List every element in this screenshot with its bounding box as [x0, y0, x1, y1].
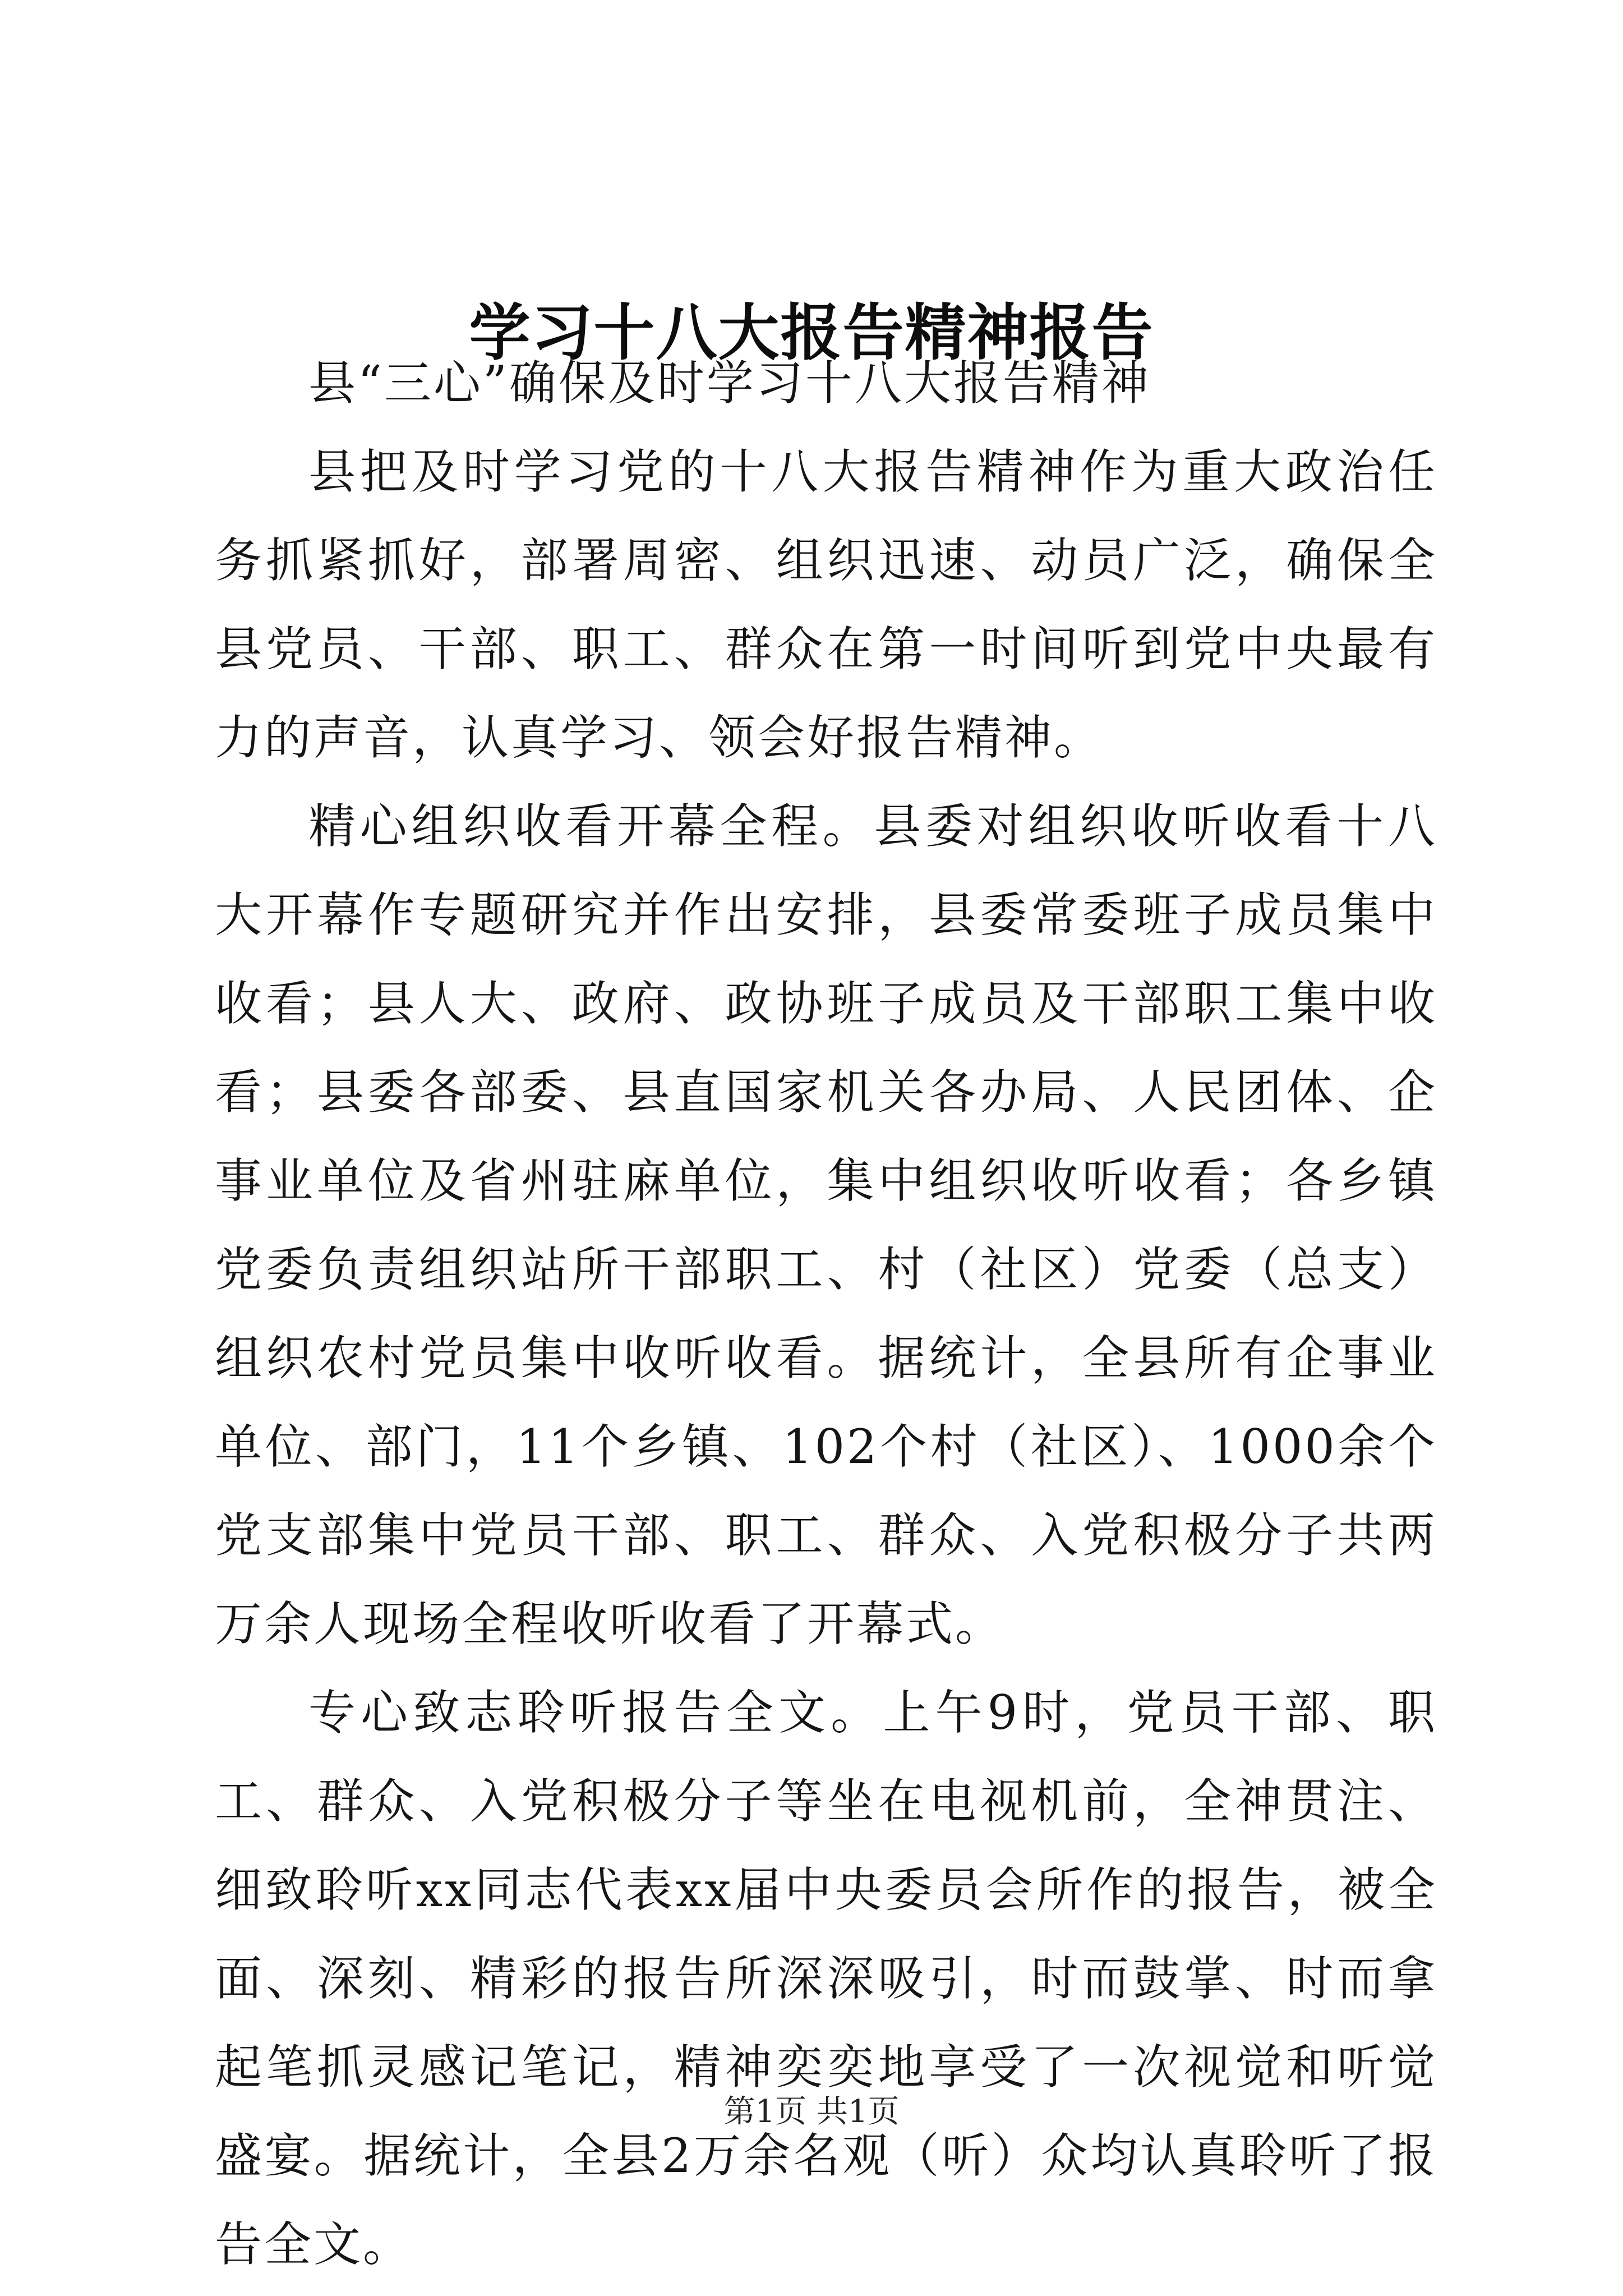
- paragraph-report-listening: 专心致志聆听报告全文。上午9时，党员干部、职工、群众、入党积极分子等坐在电视机前，全神贯注、细致聆听xx同志代表xx届中央委员会所作的报告，被全面、深刻、精彩的报告所深深吸引，时而鼓掌、时而拿起笔抓灵感记笔记，精神奕奕地享受了一次视觉和听觉盛宴。据统计，全县2万余名观（听）众均认真聆听了报告全文。: [215, 1685, 1437, 2272]
- page-footer: 第1页 共1页: [723, 2093, 900, 2130]
- paragraph-opening-viewing: 精心组织收看开幕全程。县委对组织收听收看十八大开幕作专题研究并作出安排，县委常委班子成员集中收看；县人大、政府、政协班子成员及干部职工集中收看；县委各部委、县直国家机关各办局、人民团体、企事业单位及省州驻麻单位，集中组织收听收看；各乡镇党委负责组织站所干部职工、村（社区）党委（总支）组织农村党员集中收听收看。据统计，全县所有企事业单位、部门，11个乡镇、102个村（社区）、1000余个党支部集中党员干部、职工、群众、入党积极分子共两万余人现场全程收听收看了开幕式。: [215, 799, 1437, 1651]
- document-body: [215, 339, 1437, 2289]
- paragraph-intro: 县把及时学习党的十八大报告精神作为重大政治任务抓紧抓好，部署周密、组织迅速、动员广泛，确保全县党员、干部、职工、群众在第一时间听到党中央最有力的声音，认真学习、领会好报告精神。: [215, 444, 1437, 765]
- document-title: 学习十八大报告精神报告: [469, 297, 1154, 369]
- paragraph-subtitle: 县“三心”确保及时学习十八大报告精神: [308, 356, 1151, 411]
